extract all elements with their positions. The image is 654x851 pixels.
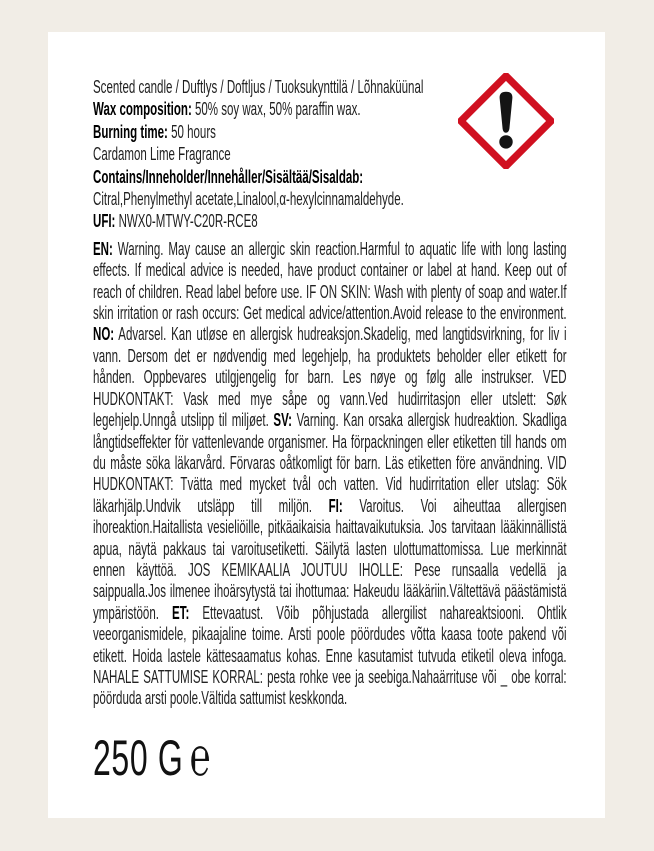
wax-composition-label: Wax composition: xyxy=(93,99,192,120)
warning-text-et: Ettevaatust. Võib põhjustada allergilist nahareaktsiooni. Ohtlik veeorganismidele, pikaajaline toime. Arsti poole pöördudes võtta kaasa toote pakend või etikett. Hoida lastele kättesaamatus kohas. Enne kasutamist tutvuda etiketil oleva infoga. NAHALE SATTUMISE KORRAL: pesta rohke vee ja seebiga.Nahaärrituse või _ obe korral: pöörduda arsti poole.Vältida sattumist keskkonda. xyxy=(93,602,567,709)
warning-lang-tag-sv: SV: xyxy=(273,410,292,431)
warning-text-no: Advarsel. Kan utløse en allergisk hudreaksjon.Skadelig, med langtidsvirkning, for liv i vann. Dersom det er nødvendig med legehjelp, ha produktets beholder eller etikett for hånden. Oppbevares utilgjengelig for barn. Les nøye og følg alle instrukser. VED HUDKONTAKT: Vask med mye såpe og vann.Ved hudirritasjon eller utslett: Søk legehjelp.Unngå utslipp til miljøet. xyxy=(93,324,567,431)
multilingual-warning-paragraph xyxy=(93,239,567,710)
warning-lang-tag-fi: FI: xyxy=(328,495,343,516)
candle-label-sheet xyxy=(48,32,605,818)
warning-text-fi: Varoitus. Voi aiheuttaa allergisen ihoreaktion.Haitallista vesieliöille, pitkäaikaisia haittavaikutuksia. Jos tarvitaan lääkinnällistä apua, näytä pakkaus tai varoitusetiketti. Säilytä lasten ulottumattomissa. Lue merkinnät ennen käyttöä. JOS KEMIKAALIA JOUTUU IHOLLE: Pese runsaalla vedellä ja saippualla.Jos ilmenee ihoärsytystä tai ihottumaa: Hakeudu lääkäriin.Vältettävä päästämistä ympäristöön. xyxy=(93,495,567,623)
net-weight-value: 250 G xyxy=(93,730,184,786)
label-text-block xyxy=(93,76,567,710)
burning-time-label: Burning time: xyxy=(93,121,168,142)
ufi-line xyxy=(93,210,567,232)
ghs07-exclamation-icon xyxy=(458,73,554,169)
warning-lang-tag-et: ET: xyxy=(172,602,190,623)
burning-time-value: 50 hours xyxy=(167,121,216,142)
estimated-sign: ℮ xyxy=(189,727,212,787)
warning-text-sv: Varning. Kan orsaka allergisk hudreaktion. Skadliga långtidseffekter för vattenlevande organismer. Ha förpackningen eller etiketten till hands om du måste söka läkarvård. Förvaras oåtkomligt för barn. Läs etiketten före användning. VID HUDKONTAKT: Tvätta med mycket tvål och vatten. Vid hudirritation eller utslag: Sök läkarhjälp.Undvik utsläpp till miljön. xyxy=(93,410,567,516)
warning-text-en: Warning. May cause an allergic skin reaction.Harmful to aquatic life with long lasting effects. If medical advice is needed, have product container or label at hand. Keep out of reach of children. Read label before use. IF ON SKIN: Wash with plenty of soap and water.If skin irritation or rash occurs: Get medical advice/attention.Avoid release to the environment. xyxy=(93,238,567,324)
contains-heading-text: Contains/Inneholder/Innehåller/Sisältää/Sisaldab: xyxy=(93,166,364,187)
contains-ingredients-line: Citral,Phenylmethyl acetate,Linalool,α-hexylcinnamaldehyde. xyxy=(93,189,404,210)
product-name-line: Scented candle / Duftlys / Doftljus / Tuoksukynttilä / Lõhnaküünal xyxy=(93,77,424,97)
warning-lang-tag-no: NO: xyxy=(93,324,115,345)
net-weight xyxy=(93,727,212,787)
ufi-label: UFI: xyxy=(93,211,116,232)
fragrance-line: Cardamon Lime Fragrance xyxy=(93,144,231,165)
warning-lang-tag-en: EN: xyxy=(93,238,113,259)
ufi-value: NWX0-MTWY-C20R-RCE8 xyxy=(115,211,258,232)
wax-composition-value: 50% soy wax, 50% paraffin wax. xyxy=(191,99,361,120)
